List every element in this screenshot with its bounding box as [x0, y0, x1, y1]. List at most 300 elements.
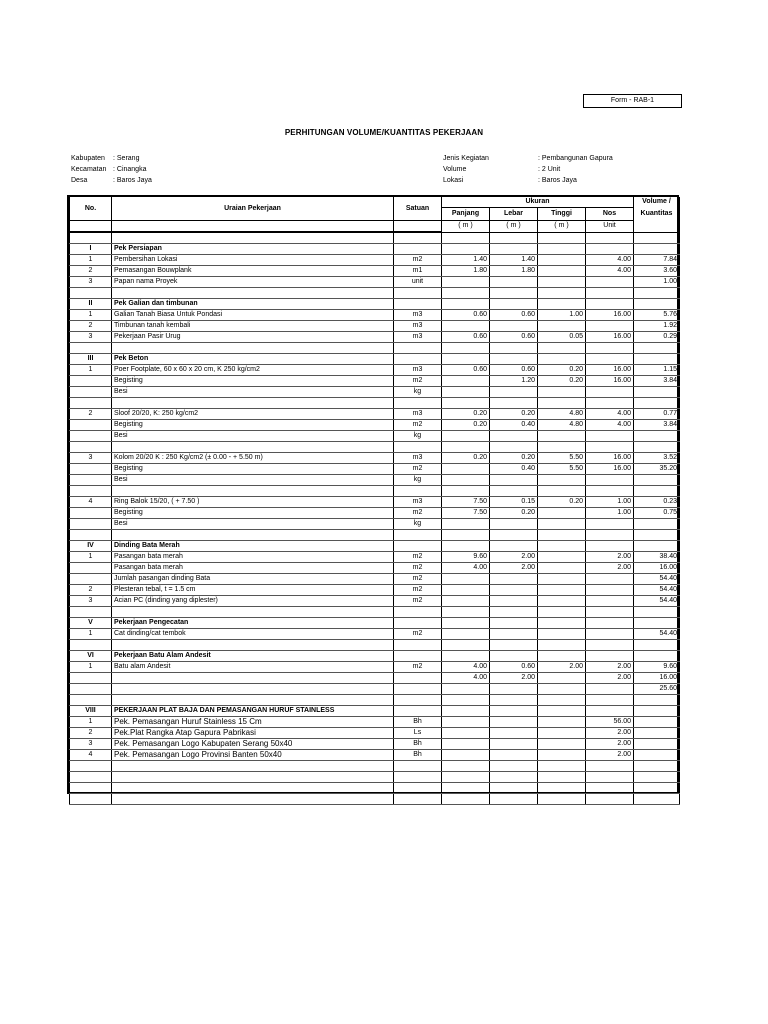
row-no — [70, 431, 112, 442]
row-nos — [586, 354, 634, 365]
row-lebar — [490, 321, 538, 332]
row-no — [70, 794, 112, 805]
row-tinggi — [538, 783, 586, 794]
row-lebar — [490, 739, 538, 750]
row-uraian: Pek. Pemasangan Logo Provinsi Banten 50x40 — [112, 750, 394, 761]
row-volume — [634, 618, 680, 629]
row-tinggi — [538, 629, 586, 640]
header-blank — [394, 221, 442, 233]
row-tinggi — [538, 343, 586, 354]
info-value: : Cinangka — [113, 166, 147, 173]
table-row — [70, 607, 680, 618]
row-nos — [586, 684, 634, 695]
row-satuan: m2 — [394, 563, 442, 574]
row-lebar — [490, 640, 538, 651]
row-tinggi — [538, 475, 586, 486]
table-row — [70, 772, 680, 783]
page-title: PERHITUNGAN VOLUME/KUANTITAS PEKERJAAN — [284, 128, 484, 137]
table-row — [70, 684, 680, 695]
row-no — [70, 420, 112, 431]
row-lebar: 0.40 — [490, 464, 538, 475]
row-no — [70, 442, 112, 453]
header-unit-tinggi: ( m ) — [538, 221, 586, 233]
row-satuan: Ls — [394, 728, 442, 739]
row-uraian: Galian Tanah Biasa Untuk Pondasi — [112, 310, 394, 321]
row-satuan: Bh — [394, 750, 442, 761]
row-panjang — [442, 728, 490, 739]
row-volume: 3.84 — [634, 376, 680, 387]
table-row — [70, 232, 680, 244]
row-panjang: 7.50 — [442, 497, 490, 508]
row-lebar — [490, 695, 538, 706]
row-uraian: Besi — [112, 431, 394, 442]
row-no: IV — [70, 541, 112, 552]
row-lebar — [490, 475, 538, 486]
row-tinggi: 0.20 — [538, 376, 586, 387]
row-satuan: kg — [394, 519, 442, 530]
row-satuan — [394, 299, 442, 310]
info-label: Desa — [71, 177, 88, 184]
row-tinggi — [538, 673, 586, 684]
row-uraian: Ring Balok 15/20, ( + 7.50 ) — [112, 497, 394, 508]
row-uraian: Begisting — [112, 376, 394, 387]
row-nos: 16.00 — [586, 464, 634, 475]
row-uraian: Pek.Plat Rangka Atap Gapura Pabrikasi — [112, 728, 394, 739]
row-volume — [634, 728, 680, 739]
row-uraian: Begisting — [112, 420, 394, 431]
row-satuan — [394, 794, 442, 805]
row-panjang — [442, 475, 490, 486]
row-lebar — [490, 354, 538, 365]
row-nos: 56.00 — [586, 717, 634, 728]
row-lebar: 0.15 — [490, 497, 538, 508]
info-kecamatan — [71, 164, 152, 175]
row-panjang — [442, 343, 490, 354]
row-panjang — [442, 431, 490, 442]
row-uraian — [112, 486, 394, 497]
row-satuan: m2 — [394, 420, 442, 431]
row-no — [70, 464, 112, 475]
row-uraian: Pembersihan Lokasi — [112, 255, 394, 266]
row-volume — [634, 431, 680, 442]
row-volume: 3.60 — [634, 266, 680, 277]
row-tinggi — [538, 761, 586, 772]
header-unit-nos: Unit — [586, 221, 634, 233]
row-lebar — [490, 431, 538, 442]
row-uraian: Timbunan tanah kembali — [112, 321, 394, 332]
form-code-box: Form - RAB-1 — [583, 94, 682, 108]
row-tinggi: 0.20 — [538, 497, 586, 508]
table-row — [70, 321, 680, 332]
row-lebar — [490, 486, 538, 497]
row-satuan: m2 — [394, 376, 442, 387]
table-row — [70, 354, 680, 365]
row-panjang — [442, 464, 490, 475]
row-no — [70, 343, 112, 354]
row-tinggi — [538, 717, 586, 728]
row-lebar: 0.60 — [490, 310, 538, 321]
row-satuan: Bh — [394, 717, 442, 728]
row-no: 3 — [70, 453, 112, 464]
row-volume — [634, 772, 680, 783]
row-no — [70, 640, 112, 651]
row-panjang — [442, 706, 490, 717]
row-no: 1 — [70, 629, 112, 640]
row-satuan: m1 — [394, 266, 442, 277]
row-volume: 38.40 — [634, 552, 680, 563]
row-tinggi: 4.80 — [538, 409, 586, 420]
row-no: 1 — [70, 365, 112, 376]
row-uraian — [112, 640, 394, 651]
row-satuan: m2 — [394, 508, 442, 519]
row-satuan — [394, 607, 442, 618]
row-no: 2 — [70, 585, 112, 596]
table-row — [70, 530, 680, 541]
table-row — [70, 299, 680, 310]
row-nos — [586, 629, 634, 640]
row-uraian: Kolom 20/20 K : 250 Kg/cm2 (± 0.00 - + 5.50 m) — [112, 453, 394, 464]
table-row — [70, 453, 680, 464]
row-volume — [634, 387, 680, 398]
header-blank — [112, 221, 394, 233]
row-lebar — [490, 684, 538, 695]
table-row — [70, 332, 680, 343]
row-nos — [586, 277, 634, 288]
row-tinggi — [538, 398, 586, 409]
row-no — [70, 772, 112, 783]
header-blank — [70, 221, 112, 233]
table-row — [70, 398, 680, 409]
table-row — [70, 244, 680, 255]
row-panjang — [442, 376, 490, 387]
row-lebar — [490, 299, 538, 310]
row-volume — [634, 541, 680, 552]
info-volume — [443, 164, 613, 175]
row-satuan — [394, 486, 442, 497]
row-no — [70, 530, 112, 541]
row-lebar: 0.60 — [490, 332, 538, 343]
row-satuan: m2 — [394, 552, 442, 563]
header-nos: Nos — [586, 208, 634, 221]
table-row — [70, 596, 680, 607]
row-satuan — [394, 695, 442, 706]
row-uraian — [112, 232, 394, 244]
row-volume — [634, 717, 680, 728]
row-satuan — [394, 684, 442, 695]
row-lebar — [490, 288, 538, 299]
row-lebar — [490, 651, 538, 662]
table-row — [70, 387, 680, 398]
row-panjang: 9.60 — [442, 552, 490, 563]
row-tinggi — [538, 431, 586, 442]
table-row — [70, 409, 680, 420]
row-satuan: m2 — [394, 574, 442, 585]
row-no: 3 — [70, 596, 112, 607]
row-no: 3 — [70, 739, 112, 750]
row-panjang: 7.50 — [442, 508, 490, 519]
info-label: Jenis Kegiatan — [443, 155, 489, 162]
table-row — [70, 288, 680, 299]
info-label: Kabupaten — [71, 155, 105, 162]
row-satuan — [394, 398, 442, 409]
row-lebar — [490, 530, 538, 541]
row-panjang: 1.40 — [442, 255, 490, 266]
row-volume — [634, 519, 680, 530]
info-value: : Serang — [113, 155, 140, 162]
row-volume — [634, 232, 680, 244]
info-jenis-kegiatan — [443, 153, 613, 164]
row-lebar: 0.40 — [490, 420, 538, 431]
row-uraian: Pek. Pemasangan Logo Kabupaten Serang 50x40 — [112, 739, 394, 750]
row-uraian: Pek Persiapan — [112, 244, 394, 255]
row-volume — [634, 530, 680, 541]
row-no: 1 — [70, 552, 112, 563]
row-satuan: m2 — [394, 464, 442, 475]
row-satuan: m3 — [394, 497, 442, 508]
row-panjang — [442, 398, 490, 409]
row-nos — [586, 519, 634, 530]
row-lebar — [490, 596, 538, 607]
row-volume — [634, 354, 680, 365]
row-nos — [586, 783, 634, 794]
row-satuan — [394, 541, 442, 552]
row-uraian: Batu alam Andesit — [112, 662, 394, 673]
row-volume: 9.60 — [634, 662, 680, 673]
row-nos: 2.00 — [586, 673, 634, 684]
row-uraian — [112, 607, 394, 618]
row-uraian — [112, 288, 394, 299]
row-tinggi — [538, 651, 586, 662]
row-lebar: 2.00 — [490, 673, 538, 684]
info-value: : 2 Unit — [538, 166, 561, 173]
row-nos — [586, 398, 634, 409]
row-nos: 1.00 — [586, 497, 634, 508]
row-tinggi — [538, 508, 586, 519]
row-no: 2 — [70, 409, 112, 420]
row-volume — [634, 607, 680, 618]
row-no: I — [70, 244, 112, 255]
row-panjang — [442, 640, 490, 651]
table-row — [70, 783, 680, 794]
row-tinggi: 5.50 — [538, 453, 586, 464]
table-row — [70, 310, 680, 321]
row-lebar — [490, 585, 538, 596]
header-no: No. — [70, 197, 112, 221]
row-nos — [586, 596, 634, 607]
row-tinggi — [538, 574, 586, 585]
row-tinggi — [538, 618, 586, 629]
row-panjang: 4.00 — [442, 563, 490, 574]
row-volume: 35.20 — [634, 464, 680, 475]
row-volume — [634, 640, 680, 651]
row-lebar — [490, 761, 538, 772]
row-volume: 7.84 — [634, 255, 680, 266]
row-satuan: unit — [394, 277, 442, 288]
row-lebar — [490, 750, 538, 761]
row-lebar — [490, 783, 538, 794]
table-row — [70, 376, 680, 387]
row-no: 1 — [70, 255, 112, 266]
table-row — [70, 794, 680, 805]
row-volume: 0.29 — [634, 332, 680, 343]
row-satuan — [394, 706, 442, 717]
row-lebar: 1.80 — [490, 266, 538, 277]
row-satuan: m3 — [394, 409, 442, 420]
row-volume — [634, 299, 680, 310]
row-panjang — [442, 772, 490, 783]
row-tinggi — [538, 519, 586, 530]
row-volume — [634, 739, 680, 750]
row-panjang: 0.20 — [442, 453, 490, 464]
row-lebar — [490, 607, 538, 618]
row-tinggi — [538, 772, 586, 783]
row-no: 2 — [70, 321, 112, 332]
row-lebar: 0.20 — [490, 409, 538, 420]
row-lebar: 1.40 — [490, 255, 538, 266]
row-uraian — [112, 695, 394, 706]
row-uraian — [112, 772, 394, 783]
row-volume: 3.52 — [634, 453, 680, 464]
row-nos — [586, 244, 634, 255]
row-panjang — [442, 541, 490, 552]
row-tinggi — [538, 486, 586, 497]
row-panjang: 0.60 — [442, 310, 490, 321]
row-uraian — [112, 761, 394, 772]
row-tinggi — [538, 299, 586, 310]
row-lebar — [490, 728, 538, 739]
row-no: 3 — [70, 277, 112, 288]
table-row — [70, 431, 680, 442]
row-satuan: kg — [394, 475, 442, 486]
row-lebar: 2.00 — [490, 563, 538, 574]
row-no — [70, 519, 112, 530]
row-lebar: 1.20 — [490, 376, 538, 387]
row-volume — [634, 783, 680, 794]
row-satuan: Bh — [394, 739, 442, 750]
row-panjang: 0.20 — [442, 420, 490, 431]
row-tinggi: 4.80 — [538, 420, 586, 431]
row-panjang — [442, 244, 490, 255]
row-nos: 2.00 — [586, 552, 634, 563]
row-panjang — [442, 321, 490, 332]
row-satuan: m2 — [394, 585, 442, 596]
row-nos — [586, 299, 634, 310]
row-panjang — [442, 519, 490, 530]
row-nos — [586, 486, 634, 497]
row-volume — [634, 750, 680, 761]
row-nos — [586, 640, 634, 651]
row-no — [70, 508, 112, 519]
info-label: Lokasi — [443, 177, 464, 184]
row-nos: 16.00 — [586, 376, 634, 387]
row-no — [70, 398, 112, 409]
row-tinggi — [538, 277, 586, 288]
row-volume — [634, 475, 680, 486]
row-uraian: Pek Beton — [112, 354, 394, 365]
info-lokasi — [443, 175, 613, 186]
row-satuan — [394, 640, 442, 651]
row-lebar — [490, 244, 538, 255]
table-row — [70, 266, 680, 277]
row-nos — [586, 343, 634, 354]
row-panjang — [442, 794, 490, 805]
table-row — [70, 585, 680, 596]
row-volume — [634, 651, 680, 662]
table-row — [70, 662, 680, 673]
row-panjang: 1.80 — [442, 266, 490, 277]
table-row — [70, 497, 680, 508]
table-row — [70, 651, 680, 662]
row-nos: 2.00 — [586, 662, 634, 673]
row-tinggi — [538, 585, 586, 596]
row-tinggi — [538, 794, 586, 805]
row-panjang — [442, 618, 490, 629]
row-satuan — [394, 354, 442, 365]
header-satuan: Satuan — [394, 197, 442, 221]
table-row — [70, 552, 680, 563]
row-no — [70, 376, 112, 387]
row-volume — [634, 288, 680, 299]
table-row — [70, 750, 680, 761]
row-panjang — [442, 750, 490, 761]
row-nos — [586, 695, 634, 706]
volume-table — [69, 197, 680, 805]
row-lebar — [490, 387, 538, 398]
row-lebar — [490, 706, 538, 717]
row-satuan — [394, 244, 442, 255]
row-no: V — [70, 618, 112, 629]
row-satuan: m3 — [394, 321, 442, 332]
row-no: 2 — [70, 728, 112, 739]
row-nos: 4.00 — [586, 420, 634, 431]
row-uraian: Pasangan bata merah — [112, 552, 394, 563]
row-no — [70, 232, 112, 244]
row-volume: 25.60 — [634, 684, 680, 695]
row-uraian: Plesteran tebal, t = 1.5 cm — [112, 585, 394, 596]
row-satuan — [394, 673, 442, 684]
row-tinggi — [538, 387, 586, 398]
row-no: 4 — [70, 750, 112, 761]
header-ukuran: Ukuran — [442, 197, 634, 208]
row-panjang — [442, 629, 490, 640]
row-no: 3 — [70, 332, 112, 343]
row-uraian: Begisting — [112, 508, 394, 519]
row-volume — [634, 244, 680, 255]
row-uraian: Pekerjaan Pasir Urug — [112, 332, 394, 343]
row-panjang: 4.00 — [442, 673, 490, 684]
row-lebar: 2.00 — [490, 552, 538, 563]
row-no — [70, 684, 112, 695]
row-no: 1 — [70, 662, 112, 673]
row-tinggi — [538, 695, 586, 706]
row-nos — [586, 607, 634, 618]
table-row — [70, 343, 680, 354]
row-satuan: m3 — [394, 453, 442, 464]
table-row — [70, 255, 680, 266]
row-lebar — [490, 277, 538, 288]
row-no — [70, 486, 112, 497]
row-volume — [634, 761, 680, 772]
row-lebar — [490, 519, 538, 530]
table-row — [70, 728, 680, 739]
row-nos: 16.00 — [586, 453, 634, 464]
row-lebar — [490, 794, 538, 805]
row-satuan: m2 — [394, 255, 442, 266]
row-uraian: Dinding Bata Merah — [112, 541, 394, 552]
info-value: : Baros Jaya — [538, 177, 577, 184]
row-nos: 2.00 — [586, 563, 634, 574]
row-tinggi — [538, 596, 586, 607]
